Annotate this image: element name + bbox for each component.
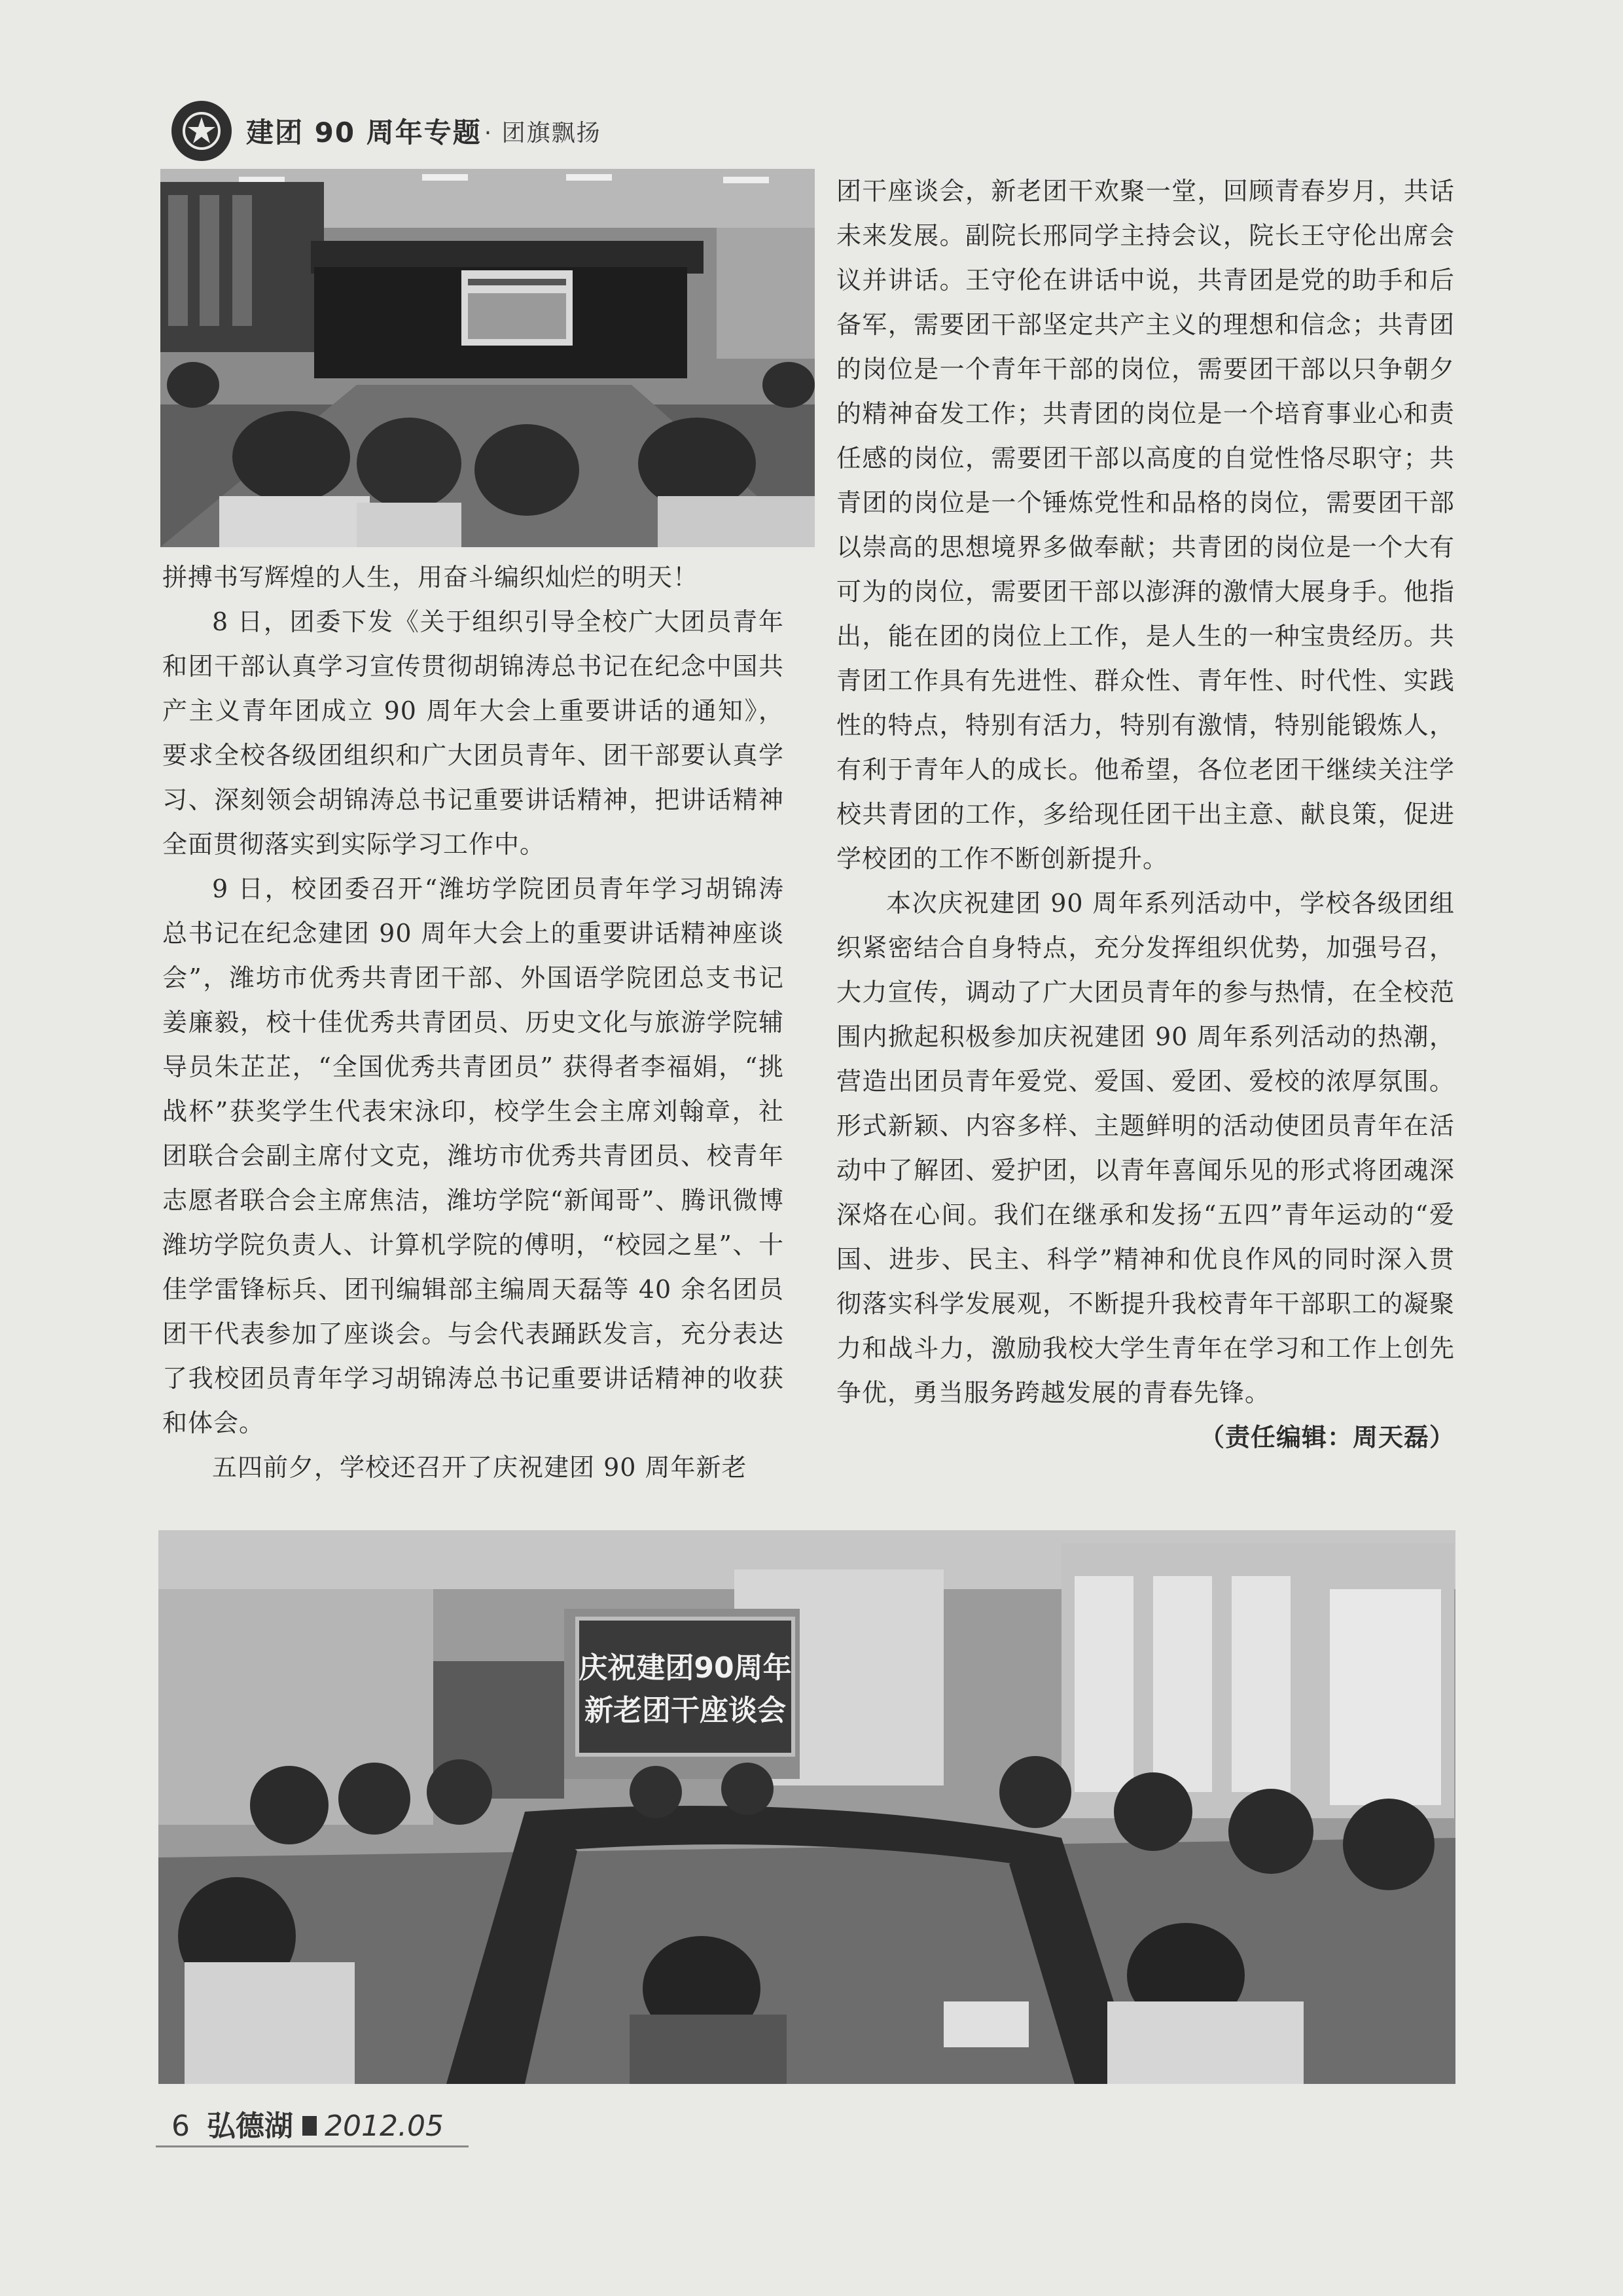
paragraph: 本次庆祝建团 90 周年系列活动中，学校各级团组织紧密结合自身特点，充分发挥组织优势，加强号召，大力宣传，调动了广大团员青年的参与热情，在全校范围内掀起积极参加庆祝建团 90 周年系列活动的热潮，营造出团员青年爱党、爱国、爱团、爱校的浓厚氛围。形式新颖、内容多样、主题鲜明的活动使团员青年在活动中了解团、爱护团，以青年喜闻乐见的形式将团魂深深烙在心间。我们在继承和发扬“五四”青年运动的“爱国、进步、民主、科学”精神和优良作风的同时深入贯彻落实科学发展观，不断提升我校青年干部职工的凝聚力和战斗力，激励我校大学生青年在学习和工作上创先争优，勇当服务跨越发展的青春先锋。	[836, 889, 1455, 1407]
right-text-column	[836, 169, 1455, 1460]
page-header	[171, 98, 601, 164]
paragraph: 9 日，校团委召开“潍坊学院团员青年学习胡锦涛总书记在纪念建团 90 周年大会上的重要讲话精神座谈会”，潍坊市优秀共青团干部、外国语学院团总支书记姜廉毅，校十佳优秀共青团员、历史文化与旅游学院辅导员朱芷芷，“全国优秀共青团员” 获得者李福娟，“挑战杯”获奖学生代表宋泳印，校学生会主席刘翰章，社团联合会副主席付文克，潍坊市优秀共青团员、校青年志愿者联合会主席焦洁，潍坊学院“新闻哥”、腾讯微博潍坊学院负责人、计算机学院的傅明，“校园之星”、十佳学雷锋标兵、团刊编辑部主编周天磊等 40 余名团员团干代表参加了座谈会。与会代表踊跃发言，充分表达了我校团员青年学习胡锦涛总书记重要讲话精神的收获和体会。	[162, 874, 784, 1437]
meeting-photo-top	[160, 169, 815, 547]
banner-line-1: 庆祝建团90周年	[579, 1651, 792, 1685]
magazine-name: 弘德湖	[207, 2109, 293, 2143]
square-mark-icon	[302, 2116, 317, 2136]
editor-note: （责任编辑：周天磊）	[1199, 1422, 1455, 1452]
paragraph: 五四前夕，学校还召开了庆祝建团 90 周年新老	[212, 1453, 747, 1482]
section-title: 建团 90 周年专题	[246, 117, 482, 149]
youth-league-emblem-icon	[171, 101, 232, 161]
footer-rule	[156, 2145, 469, 2147]
paragraph: 8 日，团委下发《关于组织引导全校广大团员青年和团干部认真学习宣传贯彻胡锦涛总书记在纪念中国共产主义青年团成立 90 周年大会上重要讲话的通知》，要求全校各级团组织和广大团员青年、团干部要认真学习、深刻领会胡锦涛总书记重要讲话精神，把讲话精神全面贯彻落实到实际学习工作中。	[162, 607, 784, 859]
meeting-photo-bottom	[158, 1530, 1455, 2084]
left-text-column	[162, 555, 784, 1490]
page-footer	[171, 2102, 444, 2144]
banner-line-2: 新老团干座谈会	[584, 1694, 786, 1727]
section-subtitle: · 团旗飘扬	[484, 119, 601, 147]
issue-date: 2012.05	[325, 2109, 444, 2143]
paragraph: 团干座谈会，新老团干欢聚一堂，回顾青春岁月，共话未来发展。副院长邢同学主持会议，院长王守伦出席会议并讲话。王守伦在讲话中说，共青团是党的助手和后备军，需要团干部坚定共产主义的理想和信念；共青团的岗位是一个青年干部的岗位，需要团干部以只争朝夕的精神奋发工作；共青团的岗位是一个培育事业心和责任感的岗位，需要团干部以高度的自觉性恪尽职守；共青团的岗位是一个锤炼党性和品格的岗位，需要团干部以崇高的思想境界多做奉献；共青团的岗位是一个大有可为的岗位，需要团干部以澎湃的激情大展身手。他指出，能在团的岗位上工作，是人生的一种宝贵经历。共青团工作具有先进性、群众性、青年性、时代性、实践性的特点，特别有活力，特别有激情，特别能锻炼人，有利于青年人的成长。他希望，各位老团干继续关注学校共青团的工作，多给现任团干出主意、献良策，促进学校团的工作不断创新提升。	[836, 177, 1455, 873]
paragraph: 拼搏书写辉煌的人生，用奋斗编织灿烂的明天！	[162, 563, 699, 592]
page-number: 6	[171, 2109, 190, 2143]
